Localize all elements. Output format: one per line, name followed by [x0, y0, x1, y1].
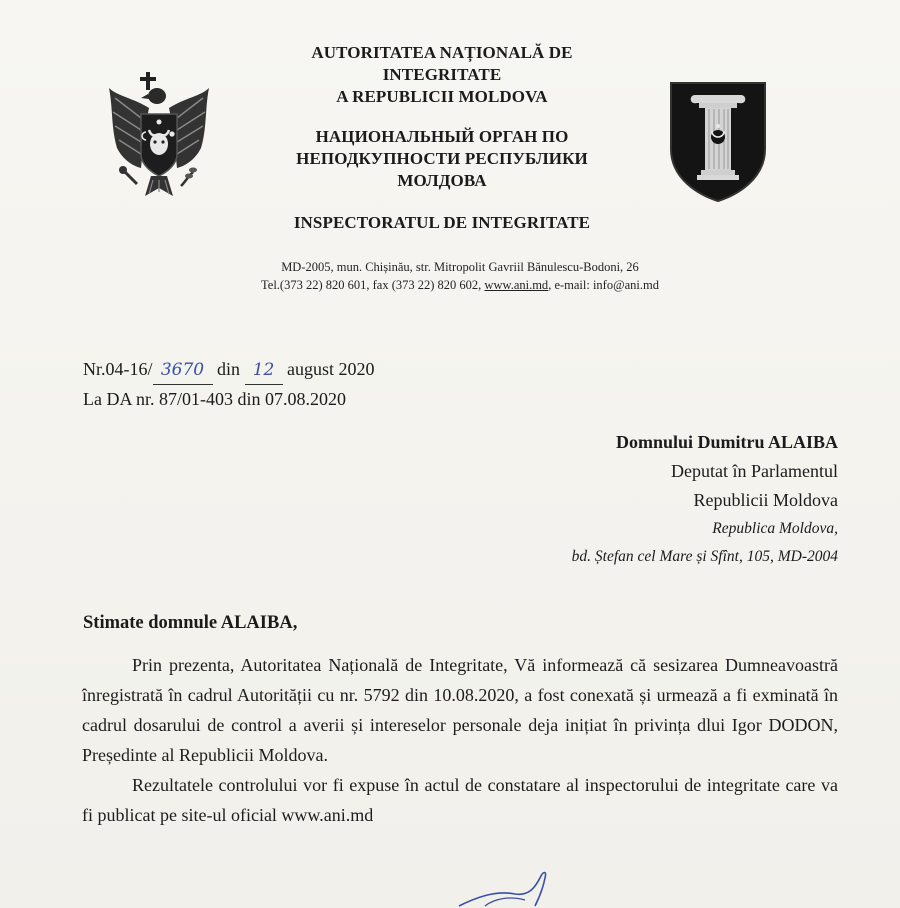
handwritten-day: 12 [245, 356, 283, 385]
letter-body [82, 650, 838, 830]
din-label: din [212, 359, 245, 379]
handwritten-document-number: 3670 [153, 356, 213, 385]
addressee-role-1: Deputat în Parlamentul [671, 461, 838, 481]
moldova-coat-of-arms-icon [103, 68, 215, 206]
website-link[interactable]: www.ani.md [484, 278, 549, 292]
contact-email: , e-mail: info@ani.md [548, 278, 659, 292]
header-ro-line-2: INTEGRITATE [382, 65, 502, 84]
header-ru-line-2: НЕПОДКУПНОСТИ РЕСПУБЛИКИ [296, 149, 588, 168]
ani-shield-icon [667, 79, 769, 203]
header-ro-line-3: A REPUBLICII MOLDOVA [336, 87, 548, 106]
header-ru-line-3: МОЛДОВА [397, 171, 487, 190]
institution-header [232, 42, 652, 234]
addressee-street: bd. Ștefan cel Mare și Sfînt, 105, MD-2004 [571, 548, 838, 565]
document-number-line [83, 355, 375, 385]
signature-icon [455, 868, 565, 908]
department-title: INSPECTORATUL DE INTEGRITATE [293, 213, 591, 232]
header-ru-line-1: НАЦИОНАЛЬНЫЙ ОРГАН ПО [315, 127, 569, 146]
reference-block [83, 355, 375, 413]
date-month-year: august 2020 [282, 359, 375, 379]
paragraph-2: Rezultatele controlului vor fi expuse în actul de constatare al inspectorului de integritate care va fi publicat pe site-ul oficial www.ani.md [82, 775, 838, 825]
address-line-1: MD-2005, mun. Chișinău, str. Mitropolit Gavriil Bănulescu-Bodoni, 26 [281, 260, 639, 274]
addressee-country: Republica Moldova, [712, 520, 838, 537]
addressee-name: Domnului Dumitru ALAIBA [615, 432, 838, 452]
header-ro-line-1: AUTORITATEA NAȚIONALĂ DE [311, 43, 573, 62]
salutation: Stimate domnule ALAIBA, [83, 613, 298, 633]
paragraph-1: Prin prezenta, Autoritatea Națională de Integritate, Vă informează că sesizarea Dumneavoastră înregistrată în cadrul Autorității cu nr. 5792 din 10.08.2020, a fost conexată și urmează a fi exminată în cadrul dosarului de control a averii și intereselor personale deja inițiat în privința dlui Igor DODON, Președinte al Republicii Moldova. [82, 655, 838, 765]
addressee-block [572, 428, 838, 571]
institution-address [160, 258, 760, 294]
da-reference-line: La DA nr. 87/01-403 din 07.08.2020 [83, 389, 346, 409]
document-number-prefix: Nr.04-16/ [83, 359, 153, 379]
contact-phone-fax: Tel.(373 22) 820 601, fax (373 22) 820 602, [261, 278, 485, 292]
address-line-2 [160, 276, 760, 294]
addressee-role-2: Republicii Moldova [693, 490, 838, 510]
